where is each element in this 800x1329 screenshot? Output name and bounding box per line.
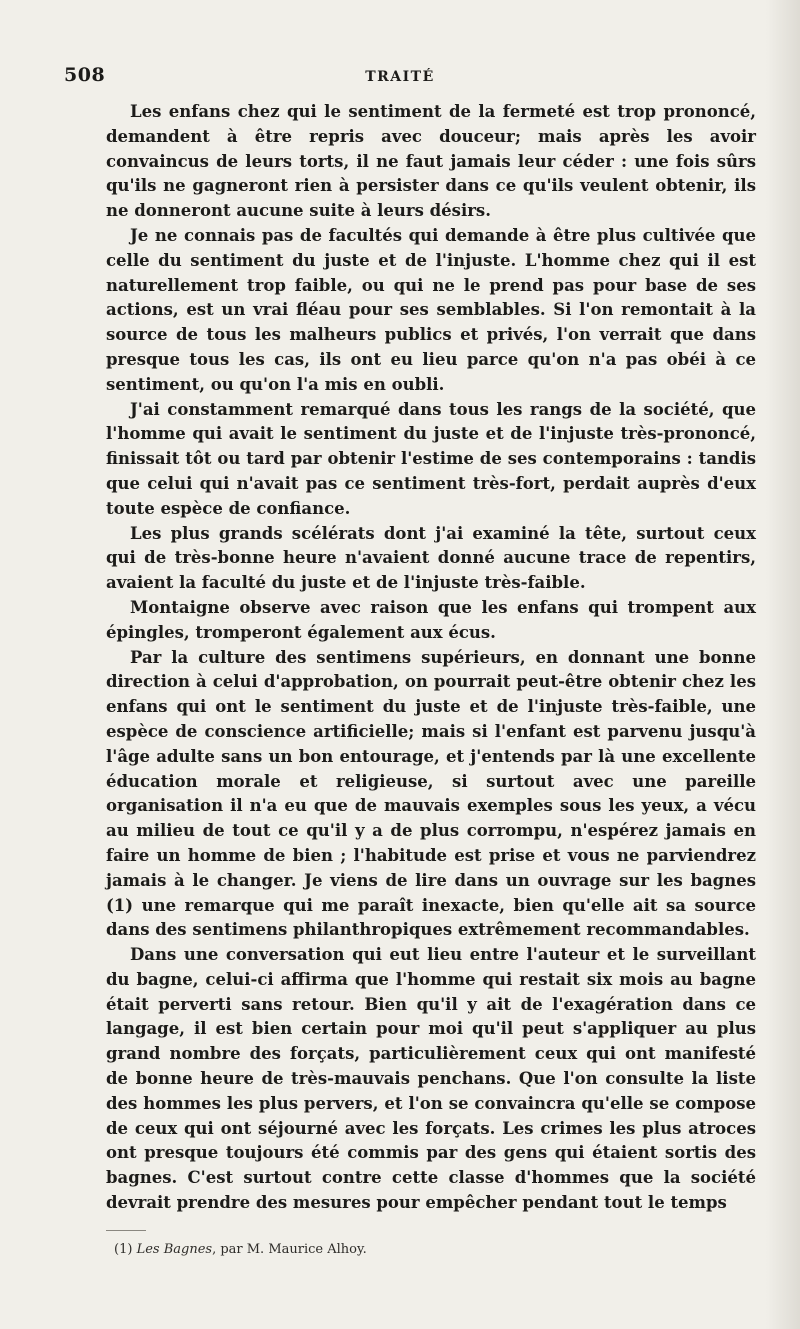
paragraph: J'ai constamment remarqué dans tous les rangs de la société, que l'homme qui avait le sentiment du juste et de l'injuste très-prononcé, finissait tôt ou tard par obtenir l'estime de ses contemporains : tandis que celui qui n'avait pas ce sentiment très-fort, perdait auprès d'eux toute espèce de confiance. <box>106 399 756 518</box>
footnote-title: Les Bagnes <box>136 1242 213 1257</box>
footnote-rule <box>106 1230 146 1231</box>
paragraph: Par la culture des sentimens supérieurs, en donnant une bonne direction à celui d'approbation, on pourrait peut-être obtenir chez les enfans qui ont le sentiment du juste et de l'injuste très-faible, une espèce de conscience artificielle; mais si l'enfant est parvenu jusqu'à l'âge adulte sans un bon entourage, et j'entends par là une excellente éducation morale et religieuse, si surtout avec une pareille organisation il n'a eu que de mauvais exemples sous les yeux, a vécu au milieu de tout ce qu'il y a de plus corrompu, n'espérez jamais en faire un homme de bien ; l'habitude est prise et vous ne parviendrez jamais à le changer. Je viens de lire dans un ouvrage sur les bagnes (1) une remarque qui me paraît inexacte, bien qu'elle ait sa source dans des sentimens philanthropiques extrêmement recommandables. <box>106 647 756 940</box>
paragraph: Montaigne observe avec raison que les enfans qui trompent aux épingles, tromperont également aux écus. <box>106 597 756 642</box>
body-text <box>106 100 756 1216</box>
footnote-text: , par M. Maurice Alhoy. <box>212 1242 367 1257</box>
paragraph: Je ne connais pas de facultés qui demande à être plus cultivée que celle du sentiment du juste et de l'injuste. L'homme chez qui il est naturellement trop faible, ou qui ne le prend pas pour base de ses actions, est un vrai fléau pour ses semblables. Si l'on remontait à la source de tous les malheurs publics et privés, l'on verrait que dans presque tous les cas, ils ont eu lieu parce qu'on n'a pas obéi à ce sentiment, ou qu'on l'a mis en oubli. <box>106 225 756 394</box>
paragraph: Les plus grands scélérats dont j'ai examiné la tête, surtout ceux qui de très-bonne heure n'avaient donné aucune trace de repentirs, avaient la faculté du juste et de l'injuste très-faible. <box>106 523 756 593</box>
footnote-marker: (1) <box>114 1242 133 1257</box>
footnote <box>114 1242 367 1257</box>
paragraph: Les enfans chez qui le sentiment de la fermeté est trop prononcé, demandent à être repris avec douceur; mais après les avoir convaincus de leurs torts, il ne faut jamais leur céder : une fois sûrs qu'ils ne gagneront rien à persister dans ce qu'ils veulent obtenir, ils ne donneront aucune suite à leurs désirs. <box>106 102 756 221</box>
page-number: 508 <box>64 64 106 86</box>
paragraph: Dans une conversation qui eut lieu entre l'auteur et le surveillant du bagne, celui-ci affirma que l'homme qui restait six mois au bagne était perverti sans retour. Bien qu'il y ait de l'exagération dans ce langage, il est bien certain pour moi qu'il peut s'appliquer au plus grand nombre des forçats, particulièrement ceux qui ont manifesté de bonne heure de très-mauvais penchans. Que l'on consulte la liste des hommes les plus pervers, et l'on se convaincra qu'elle se compose de ceux qui ont séjourné avec les forçats. Les crimes les plus atroces ont presque toujours été commis par des gens qui étaient sortis des bagnes. C'est surtout contre cette classe d'hommes que la société devrait prendre des mesures pour empêcher pendant tout le temps <box>106 945 756 1213</box>
running-title: TRAITÉ <box>365 69 435 85</box>
page-edge-shadow <box>766 0 800 1329</box>
